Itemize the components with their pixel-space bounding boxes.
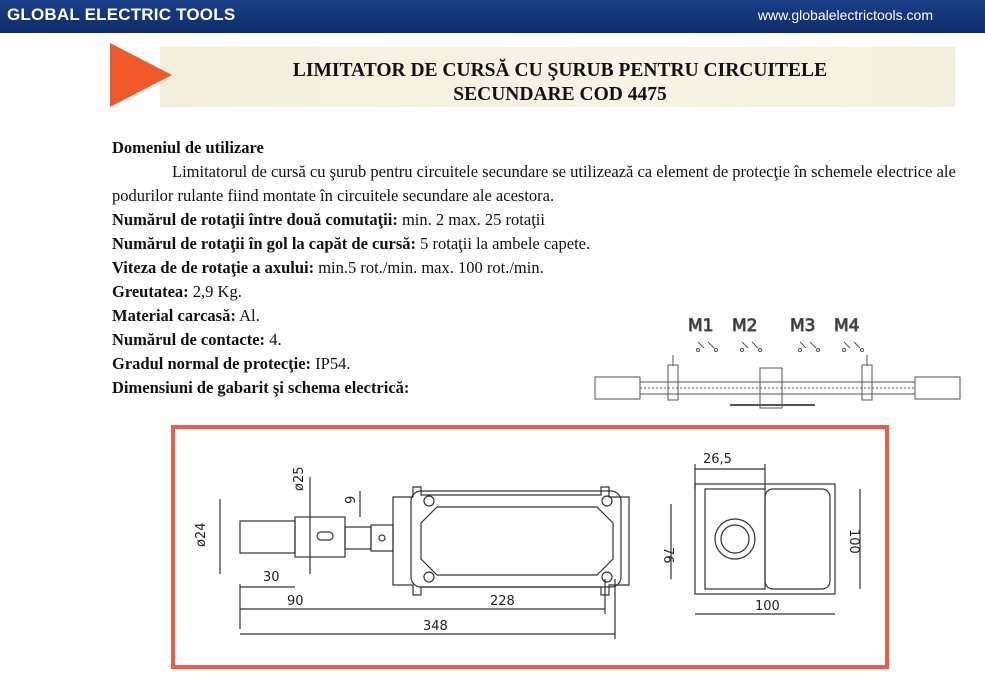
contact-label: M2 xyxy=(732,316,758,336)
spec-row: Dimensiuni de gabarit şi schema electrică: xyxy=(112,378,410,397)
dim-label: 100 xyxy=(846,529,861,554)
screw-icon xyxy=(379,535,385,541)
spec-row: Viteza de de rotaţie a axului: min.5 rot./min. max. 100 rot./min. xyxy=(112,258,544,277)
contact-label: M4 xyxy=(834,316,860,336)
dim-label: ø25 xyxy=(292,466,307,491)
contact-label: M1 xyxy=(688,316,714,336)
spec-row: Numărul de rotaţii în gol la capăt de cursă: 5 rotaţii la ambele capete. xyxy=(112,234,591,253)
contact-symbols xyxy=(697,342,864,352)
shaft xyxy=(240,521,295,553)
page-title xyxy=(160,59,960,107)
top-bar xyxy=(0,0,985,33)
title-line-2: SECUNDARE COD 4475 xyxy=(453,84,667,105)
dimension-drawing xyxy=(175,429,885,665)
shaft-end-right xyxy=(915,377,960,399)
title-line-1: LIMITATOR DE CURSĂ CU ŞURUB PENTRU CIRCUITELE xyxy=(292,60,828,81)
section-paragraph: Limitatorul de cursă cu şurub pentru circuitele secundare se utilizează ca element de protecţie în schemele electrice ale podurilor rulante fiind montate în circuitele secundare ale acestora. xyxy=(112,162,956,205)
contact-label: M3 xyxy=(790,316,816,336)
dim-label: 228 xyxy=(490,594,515,609)
spec-row: Numărul de contacte: 4. xyxy=(112,330,282,349)
dim-label: 9 xyxy=(344,495,359,504)
brand-name: GLOBAL ELECTRIC TOOLS xyxy=(7,5,236,24)
dim-label: ø24 xyxy=(194,522,209,547)
spec-row: Gradul normal de protecţie: IP54. xyxy=(112,354,351,373)
dim-label: 100 xyxy=(755,599,780,614)
website-link[interactable]: www.globalelectrictools.com xyxy=(757,7,933,23)
dim-label: 30 xyxy=(263,570,280,585)
dim-label: 26,5 xyxy=(703,452,732,467)
housing xyxy=(393,487,629,595)
shaft-end-left xyxy=(595,377,640,399)
electrical-schema xyxy=(580,310,975,420)
spec-row: Greutatea: 2,9 Kg. xyxy=(112,282,242,301)
dim-label: 90 xyxy=(287,594,304,609)
spec-row: Numărul de rotaţii între două comutaţii: min. 2 max. 25 rotaţii xyxy=(112,210,545,229)
spec-row: Material carcasă: Al. xyxy=(112,306,260,325)
dim-label: 76 xyxy=(660,547,675,564)
screw-carriage xyxy=(760,368,782,408)
section-heading: Domeniul de utilizare xyxy=(112,138,264,157)
dim-label: 348 xyxy=(423,619,448,634)
